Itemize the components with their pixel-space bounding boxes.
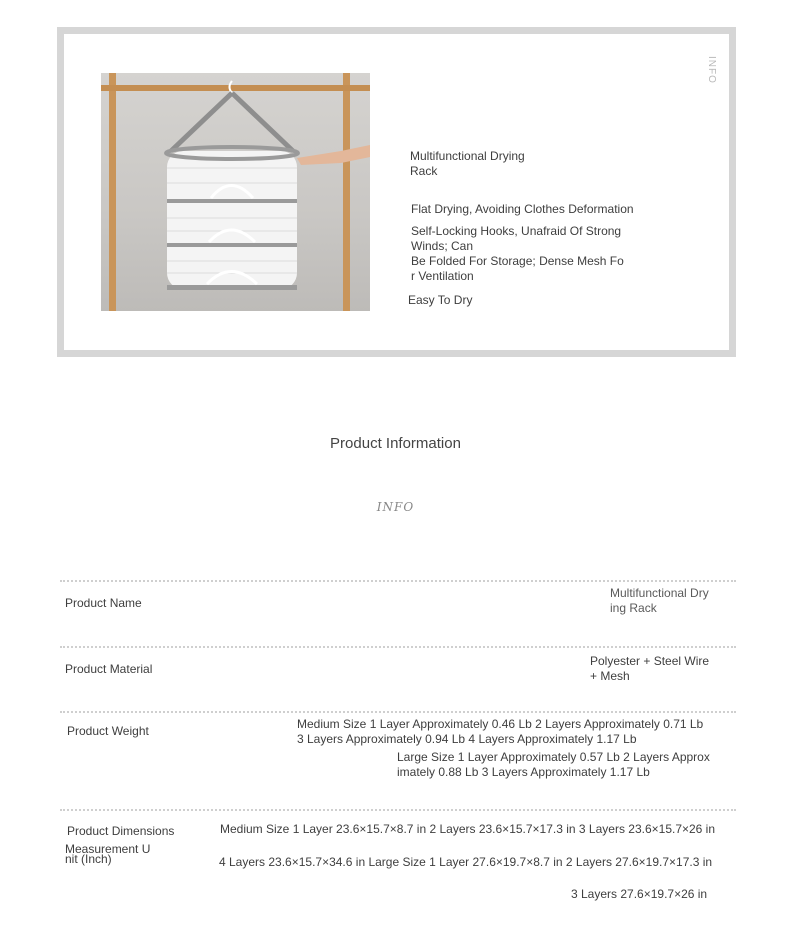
value-dimensions-line1: Medium Size 1 Layer 23.6×15.7×8.7 in 2 Layers 23.6×15.7×17.3 in 3 Layers 23.6×15.7×26 in [220,822,716,836]
feature-easy-dry [408,293,568,308]
feature-flat-drying-text: Flat Drying, Avoiding Clothes Deformation [411,202,634,216]
product-card-inner [64,34,729,350]
feature-title [410,149,590,179]
value-weight-medium: Medium Size 1 Layer Approximately 0.46 Lb 2 Layers Approximately 0.71 Lb 3 Layers Approximately 0.94 Lb 4 Layers Approximately 1.17 Lb [297,717,704,746]
value-weight-large: Large Size 1 Layer Approximately 0.57 Lb 2 Layers Approx imately 0.88 Lb 3 Layers Approximately 1.17 Lb [397,750,710,779]
feature-title-text: Multifunctional Drying Rack [410,149,525,178]
value-product-name: Multifunctional Dry ing Rack [610,586,709,615]
label-measurement-unit: Measurement U nit (Inch) [65,842,151,866]
info-vertical-label: INFO [706,56,717,84]
row-divider [60,809,736,811]
feature-easy-dry-text: Easy To Dry [408,293,473,307]
label-product-material: Product Material [65,662,153,676]
section-title: Product Information [330,435,461,452]
label-product-name: Product Name [65,596,142,610]
product-image [101,73,370,311]
feature-foldable [411,254,651,284]
row-divider [60,646,736,648]
drying-rack-illustration [101,73,370,311]
feature-self-locking-text: Self-Locking Hooks, Unafraid Of Strong Winds; Can [411,224,622,253]
label-product-weight: Product Weight [67,724,149,738]
value-dimensions-line3: 3 Layers 27.6×19.7×26 in [571,887,708,901]
row-divider [60,711,736,713]
value-product-material: Polyester + Steel Wire + Mesh [590,654,710,683]
section-subtitle: INFO [376,500,415,514]
value-dimensions-line2: 4 Layers 23.6×15.7×34.6 in Large Size 1 Layer 27.6×19.7×8.7 in 2 Layers 27.6×19.7×17.3 in [219,855,713,869]
row-divider [60,580,736,582]
feature-self-locking [411,224,651,254]
feature-foldable-text: Be Folded For Storage; Dense Mesh Fo r Ventilation [411,254,624,283]
label-product-dimensions: Product Dimensions [67,824,175,838]
feature-flat-drying [411,202,671,217]
product-card [57,27,736,357]
